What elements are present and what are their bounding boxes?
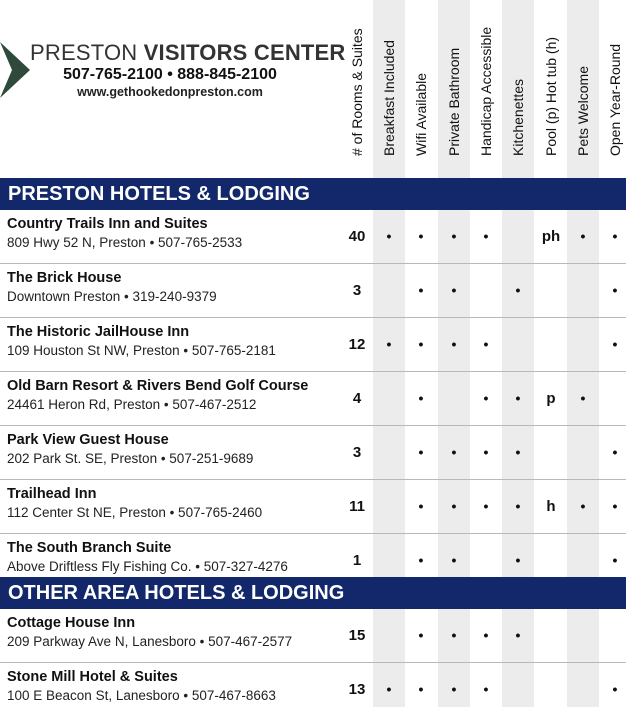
amenity-cell: • [580, 228, 586, 244]
amenity-cell: h [546, 498, 556, 515]
amenity-cell: 12 [348, 336, 366, 353]
table-row [0, 480, 626, 534]
column-header [502, 0, 534, 176]
column-header-label: Kitchenettes [510, 78, 526, 156]
lodging-address: Downtown Preston • 319-240-9379 [7, 289, 217, 304]
amenity-cell: 11 [349, 498, 365, 515]
header-website[interactable]: www.gethookedonpreston.com [77, 85, 263, 99]
amenity-cell: • [483, 444, 489, 460]
table-row [0, 210, 626, 264]
amenity-cell: • [580, 498, 586, 514]
amenity-cell: p [546, 390, 556, 407]
column-header [405, 0, 437, 176]
amenity-cell: • [451, 627, 457, 643]
title-light: PRESTON [30, 40, 138, 65]
column-header-label: Wifi Available [413, 72, 429, 156]
column-header-label: Pets Welcome [575, 66, 591, 156]
amenity-cell: 4 [352, 390, 362, 407]
table-row [0, 318, 626, 372]
amenity-cell: • [483, 228, 489, 244]
amenity-cell: 3 [352, 444, 362, 461]
header-phone: 507-765-2100 • 888-845-2100 [63, 66, 277, 83]
amenity-cell: • [418, 552, 424, 568]
column-header-label: Breakfast Included [381, 40, 397, 156]
table-row [0, 264, 626, 318]
amenity-cell: • [515, 282, 521, 298]
amenity-cell [567, 426, 599, 479]
amenity-cell: • [451, 552, 457, 568]
amenity-cell: • [515, 627, 521, 643]
amenity-cell [373, 372, 405, 425]
amenity-cell [535, 264, 567, 317]
amenity-cell [373, 264, 405, 317]
amenity-cell: • [483, 627, 489, 643]
amenity-cell: • [418, 681, 424, 697]
column-header [567, 0, 599, 176]
section-header: PRESTON HOTELS & LODGING [0, 178, 626, 210]
amenity-cell [470, 264, 502, 317]
amenity-cell: • [483, 390, 489, 406]
lodging-address: 209 Parkway Ave N, Lanesboro • 507-467-2577 [7, 634, 293, 649]
title-bold: VISITORS CENTER [143, 40, 346, 65]
amenity-cell: • [612, 444, 618, 460]
amenity-cell: • [418, 390, 424, 406]
amenity-cell [599, 609, 631, 662]
column-header [373, 0, 405, 176]
lodging-address: 202 Park St. SE, Preston • 507-251-9689 [7, 451, 254, 466]
amenity-cell: • [418, 228, 424, 244]
amenity-cell [535, 609, 567, 662]
lodging-address: 100 E Beacon St, Lanesboro • 507-467-8663 [7, 688, 276, 703]
column-header [535, 0, 567, 176]
amenity-cell [535, 426, 567, 479]
lodging-address: Above Driftless Fly Fishing Co. • 507-327-4276 [7, 559, 288, 574]
amenity-cell: 1 [352, 552, 362, 569]
table-row [0, 426, 626, 480]
lodging-name: Park View Guest House [7, 432, 169, 448]
amenity-cell: • [418, 498, 424, 514]
amenity-cell: • [418, 282, 424, 298]
lodging-address: 109 Houston St NW, Preston • 507-765-2181 [7, 343, 276, 358]
lodging-address: 112 Center St NE, Preston • 507-765-2460 [7, 505, 263, 520]
amenity-cell: • [483, 498, 489, 514]
amenity-cell: • [451, 336, 457, 352]
lodging-name: Old Barn Resort & Rivers Bend Golf Course [7, 378, 309, 394]
column-header-label: # of Rooms & Suites [349, 28, 365, 156]
amenity-cell [373, 480, 405, 533]
column-header [599, 0, 631, 176]
amenity-cell [535, 318, 567, 371]
table-row [0, 663, 626, 716]
amenity-cell: • [418, 627, 424, 643]
amenity-cell: • [451, 498, 457, 514]
amenity-cell [438, 372, 470, 425]
amenity-cell [502, 210, 534, 263]
amenity-cell [373, 609, 405, 662]
column-header-label: Handicap Accessible [478, 26, 494, 156]
amenity-cell [502, 318, 534, 371]
lodging-name: Trailhead Inn [7, 486, 97, 502]
table-row [0, 609, 626, 663]
amenity-cell: • [418, 444, 424, 460]
amenity-cell: • [612, 552, 618, 568]
amenity-cell: • [612, 282, 618, 298]
amenity-cell: 3 [352, 282, 362, 299]
column-header-label: Private Bathroom [446, 47, 462, 156]
amenity-cell [373, 426, 405, 479]
amenity-cell: • [515, 390, 521, 406]
lodging-name: The South Branch Suite [7, 540, 172, 556]
amenity-cell: 13 [348, 681, 366, 698]
column-header [438, 0, 470, 176]
amenity-cell: • [515, 444, 521, 460]
lodging-name: Stone Mill Hotel & Suites [7, 669, 178, 685]
amenity-cell: • [483, 681, 489, 697]
column-header-label: Pool (p) Hot tub (h) [543, 36, 559, 156]
amenity-cell [567, 663, 599, 716]
lodging-name: The Historic JailHouse Inn [7, 324, 190, 340]
amenity-cell: • [386, 336, 392, 352]
column-header [341, 0, 373, 176]
amenity-cell: ph [541, 228, 561, 245]
column-header-label: Open Year-Round [607, 43, 623, 156]
amenity-cell [567, 264, 599, 317]
page-title [30, 40, 346, 66]
amenity-cell: • [418, 336, 424, 352]
amenity-cell: • [515, 552, 521, 568]
column-header [470, 0, 502, 176]
lodging-name: Cottage House Inn [7, 615, 136, 631]
amenity-cell: • [451, 282, 457, 298]
amenity-cell: • [612, 681, 618, 697]
amenity-cell: • [612, 228, 618, 244]
amenity-cell: • [451, 228, 457, 244]
amenity-cell: 15 [348, 627, 366, 644]
amenity-cell: • [451, 681, 457, 697]
amenity-cell [567, 318, 599, 371]
amenity-cell: • [451, 444, 457, 460]
amenity-cell: • [515, 498, 521, 514]
amenity-cell: • [612, 498, 618, 514]
section-header: OTHER AREA HOTELS & LODGING [0, 577, 626, 609]
amenity-cell: • [483, 336, 489, 352]
amenity-cell: • [580, 390, 586, 406]
amenity-cell [599, 372, 631, 425]
lodging-address: 24461 Heron Rd, Preston • 507-467-2512 [7, 397, 257, 412]
amenity-cell: • [612, 336, 618, 352]
amenity-cell [567, 609, 599, 662]
lodging-address: 809 Hwy 52 N, Preston • 507-765-2533 [7, 235, 243, 250]
lodging-name: Country Trails Inn and Suites [7, 216, 208, 232]
amenity-cell: • [386, 681, 392, 697]
amenity-cell [502, 663, 534, 716]
amenity-cell [535, 663, 567, 716]
lodging-name: The Brick House [7, 270, 122, 286]
table-row [0, 372, 626, 426]
amenity-cell: • [386, 228, 392, 244]
amenity-cell: 40 [348, 228, 366, 245]
